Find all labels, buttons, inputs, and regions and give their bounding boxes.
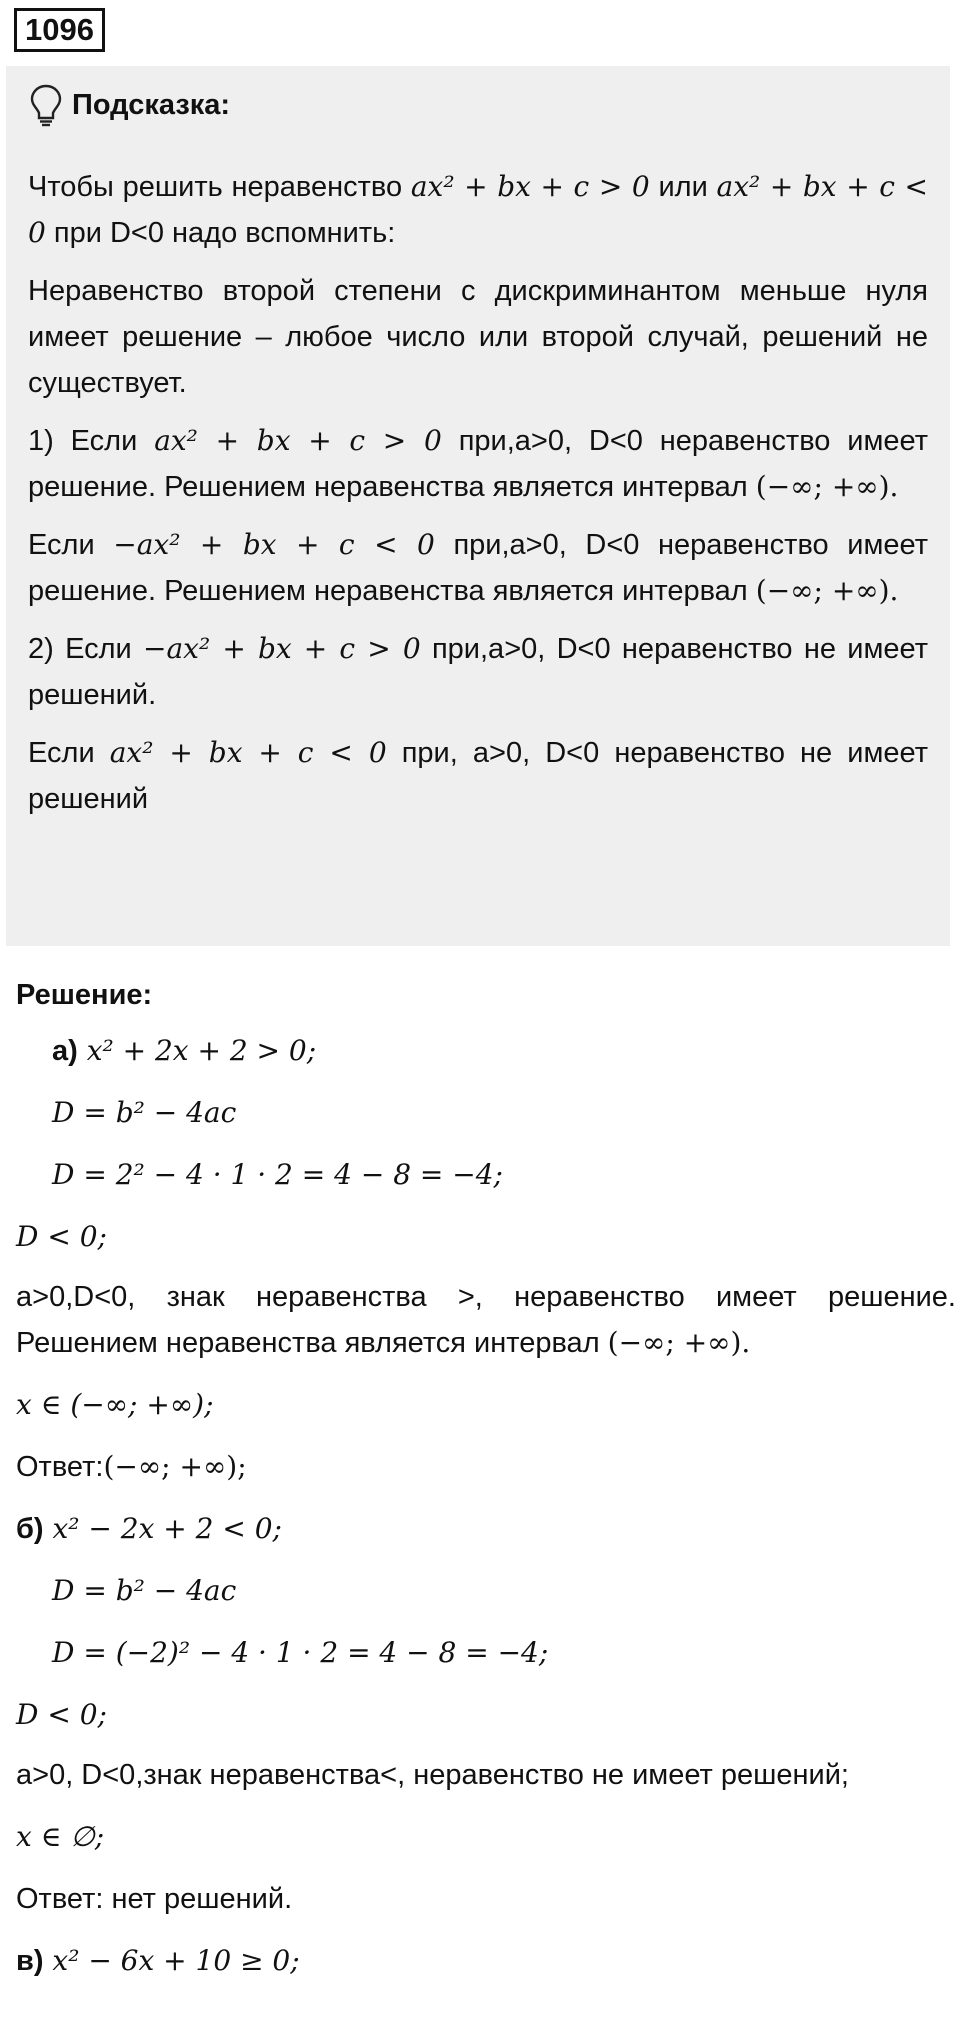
part-b-formula: D = b² − 4ac: [52, 1574, 237, 1607]
lightbulb-icon: [28, 83, 64, 127]
hint-case-2b: Если ax² + bx + c < 0 при, a>0, D<0 неравенство не имеет решений: [28, 736, 928, 815]
part-b-calc: D = (−2)² − 4 · 1 · 2 = 4 − 8 = −4;: [52, 1636, 549, 1669]
part-a-d-negative: D < 0;: [16, 1220, 107, 1253]
solution-title: Решение:: [16, 979, 153, 1011]
hint-case-1: 1) Если ax² + bx + c > 0 при,a>0, D<0 неравенство имеет решение. Решением неравенства является интервал (−∞; +∞).: [28, 424, 928, 503]
part-a-x-in: x ∈ (−∞; +∞);: [16, 1388, 214, 1421]
hint-case-1b: Если −ax² + bx + c < 0 при,a>0, D<0 неравенство имеет решение. Решением неравенства является интервал (−∞; +∞).: [28, 528, 928, 607]
solution: [16, 970, 956, 1992]
part-b-d-negative: D < 0;: [16, 1698, 107, 1731]
part-a-calc: D = 2² − 4 · 1 · 2 = 4 − 8 = −4;: [52, 1158, 503, 1191]
part-c-inequality: в) x² − 6x + 10 ≥ 0;: [16, 1944, 300, 1977]
part-a-inequality: а) x² + 2x + 2 > 0;: [52, 1034, 317, 1067]
part-a-formula: D = b² − 4ac: [52, 1096, 237, 1129]
part-b-x-in: x ∈ ∅;: [16, 1820, 105, 1853]
problem-number: 1096: [14, 8, 105, 52]
hint-paragraph: Неравенство второй степени с дискриминантом меньше нуля имеет решение – любое число или второй случай, решений не существует.: [28, 275, 928, 399]
hint-title: Подсказка:: [72, 88, 231, 121]
hint-intro: Чтобы решить неравенство ax² + bx + c > 0 или ax² + bx + c < 0 при D<0 надо вспомнить:: [28, 170, 928, 249]
hint-box: [6, 66, 950, 946]
part-a-answer: Ответ:(−∞; +∞);: [16, 1450, 247, 1483]
hint-header: [28, 80, 928, 130]
part-b-inequality: б) x² − 2x + 2 < 0;: [16, 1512, 282, 1545]
hint-case-2: 2) Если −ax² + bx + c > 0 при,a>0, D<0 неравенство не имеет решений.: [28, 632, 928, 711]
part-b-answer: Ответ: нет решений.: [16, 1883, 293, 1915]
part-a-text: a>0,D<0, знак неравенства >, неравенство имеет решение. Решением неравенства является интервал (−∞; +∞).: [16, 1281, 956, 1359]
part-b-text: a>0, D<0,знак неравенства<, неравенство не имеет решений;: [16, 1759, 849, 1791]
